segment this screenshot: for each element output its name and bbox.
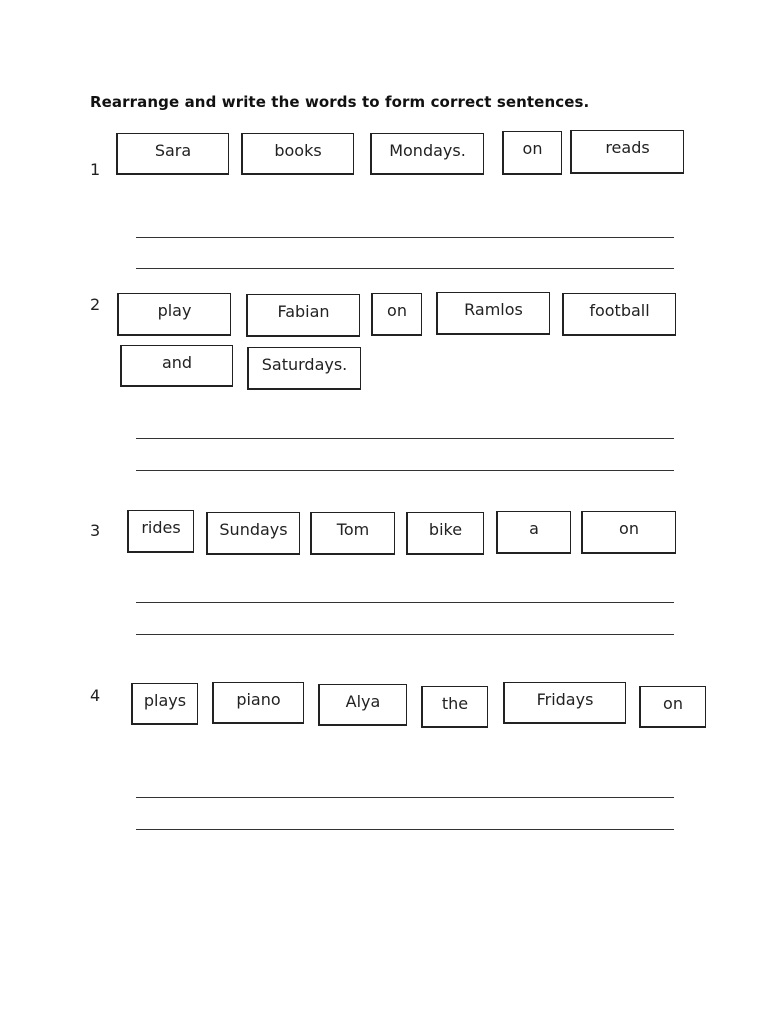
word-card: piano [212,682,304,724]
word-card: on [502,131,562,175]
word-card: and [120,345,233,387]
question-number: 1 [90,160,101,179]
question-number: 2 [90,295,101,314]
word-card: on [639,686,706,728]
answer-line [136,602,674,603]
word-card: rides [127,510,194,553]
word-card: play [117,293,231,336]
word-card: Fabian [246,294,360,337]
word-card: Saturdays. [247,347,361,390]
answer-line [136,829,674,830]
question-number: 3 [90,521,101,540]
word-card: the [421,686,488,728]
answer-line [136,268,674,269]
answer-line [136,634,674,635]
word-card: on [371,293,422,336]
word-card: Sundays [206,512,300,555]
word-card: Sara [116,133,229,175]
word-card: reads [570,130,684,174]
word-card: a [496,511,571,554]
word-card: books [241,133,354,175]
question-number: 4 [90,686,101,705]
answer-line [136,797,674,798]
word-card: football [562,293,676,336]
word-card: on [581,511,676,554]
word-card: Fridays [503,682,626,724]
answer-line [136,470,674,471]
word-card: Ramlos [436,292,550,335]
word-card: Alya [318,684,407,726]
instruction-heading: Rearrange and write the words to form correct sentences. [90,93,590,111]
word-card: plays [131,683,198,725]
word-card: bike [406,512,484,555]
word-card: Mondays. [370,133,484,175]
answer-line [136,237,674,238]
word-card: Tom [310,512,395,555]
answer-line [136,438,674,439]
